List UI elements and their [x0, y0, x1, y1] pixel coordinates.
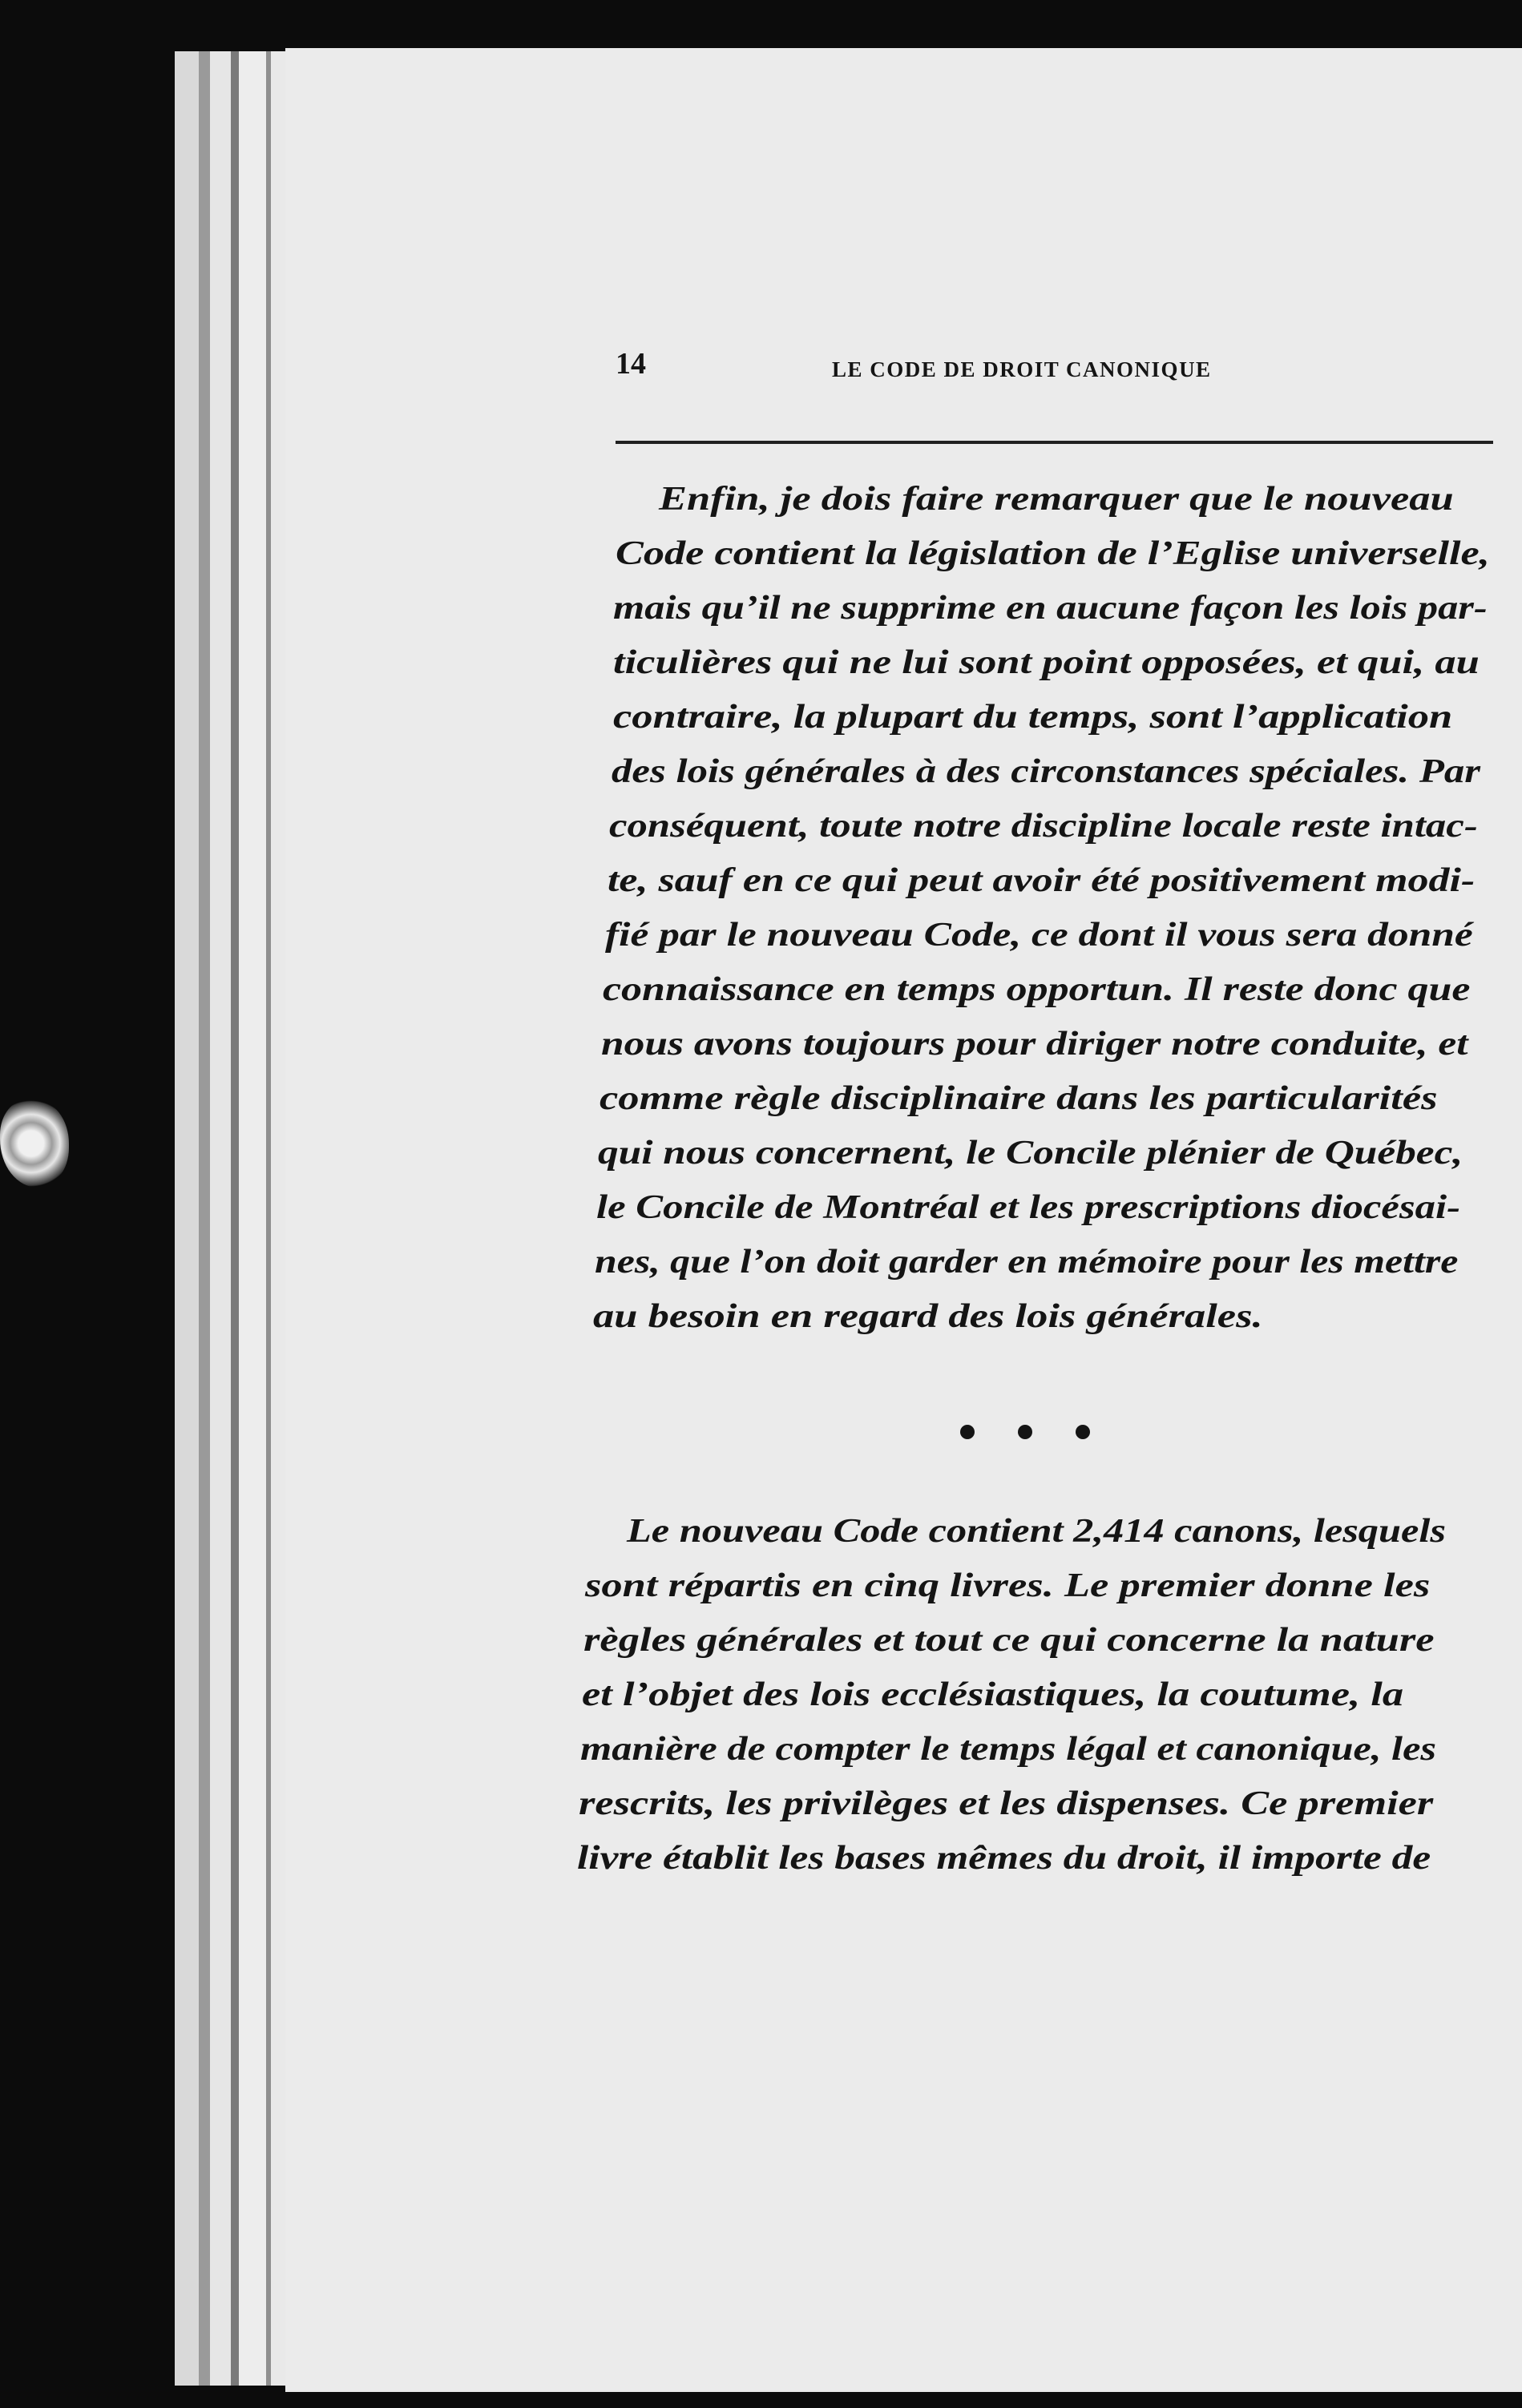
text-line: ticulières qui ne lui sont point opposées, et qui, au	[613, 644, 1480, 681]
text-line: fié par le nouveau Code, ce dont il vous sera donné	[605, 917, 1473, 954]
page-edge	[199, 51, 210, 2386]
text-line: nes, que l’on doit garder en mémoire pour les mettre	[595, 1244, 1459, 1281]
text-line: règles générales et tout ce qui concerne la nature	[583, 1622, 1435, 1659]
separator-dot	[1076, 1425, 1090, 1439]
text-line: conséquent, toute notre discipline locale reste intac-	[609, 808, 1478, 845]
text-line: sont répartis en cinq livres. Le premier donne les	[585, 1567, 1431, 1604]
text-line: contraire, la plupart du temps, sont l’application	[613, 699, 1453, 736]
text-line: le Concile de Montréal et les prescriptions diocésai-	[596, 1189, 1461, 1226]
page-edge	[239, 51, 266, 2386]
text-line: nous avons toujours pour diriger notre conduite, et	[601, 1026, 1468, 1063]
text-line: Code contient la législation de l’Eglise universelle,	[616, 535, 1490, 572]
text-line: et l’objet des lois ecclésiastiques, la coutume, la	[582, 1676, 1404, 1713]
text-line: Enfin, je dois faire remarquer que le nouveau	[659, 481, 1454, 518]
text-line: mais qu’il ne supprime en aucune façon les lois par-	[613, 590, 1488, 627]
section-separator	[954, 1425, 1098, 1444]
scan-border-bottom	[0, 2392, 1522, 2408]
page-number: 14	[616, 347, 646, 381]
page-edge	[210, 51, 231, 2386]
text-line: qui nous concernent, le Concile plénier de Québec,	[598, 1135, 1463, 1172]
text-line: rescrits, les privilèges et les dispenses. Ce premier	[579, 1785, 1434, 1822]
page-edge	[271, 51, 287, 2386]
text-line: Le nouveau Code contient 2,414 canons, lesquels	[627, 1513, 1447, 1550]
running-title: LE CODE DE DROIT CANONIQUE	[832, 357, 1212, 381]
separator-dot	[960, 1425, 975, 1439]
text-line: te, sauf en ce qui peut avoir été positivement modi-	[608, 862, 1476, 899]
running-head	[616, 346, 1497, 394]
text-line: des lois générales à des circonstances spéciales. Par	[612, 753, 1481, 790]
text-line: au besoin en regard des lois générales.	[593, 1298, 1263, 1335]
text-line: comme règle disciplinaire dans les particularités	[600, 1080, 1438, 1117]
scan-speck	[0, 1099, 69, 1188]
page-edge	[231, 51, 239, 2386]
separator-dot	[1018, 1425, 1032, 1439]
text-line: connaissance en temps opportun. Il reste donc que	[603, 971, 1471, 1008]
page-edge	[175, 51, 199, 2386]
header-rule	[616, 441, 1493, 444]
text-line: livre établit les bases mêmes du droit, il importe de	[577, 1840, 1431, 1877]
text-line: manière de compter le temps légal et canonique, les	[580, 1731, 1437, 1768]
